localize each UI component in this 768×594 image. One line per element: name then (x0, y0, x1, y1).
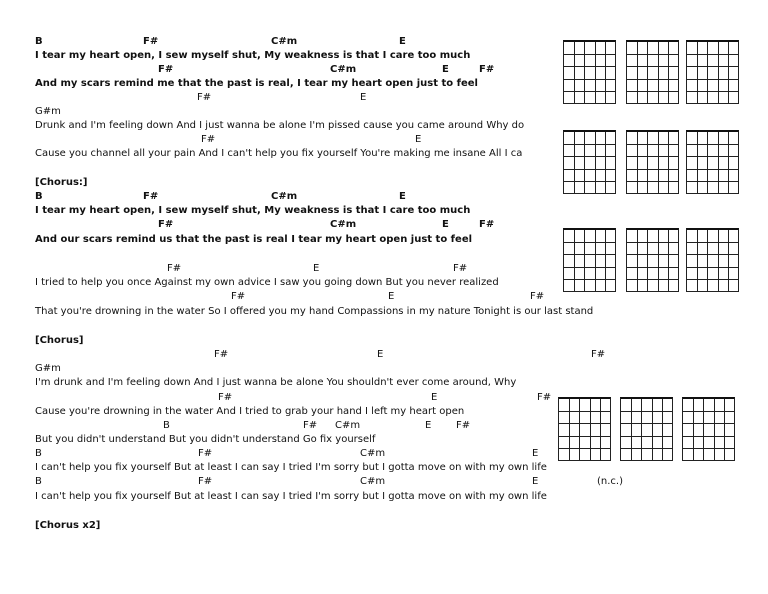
grid-string-line (658, 42, 659, 103)
section-label (35, 176, 235, 189)
chord-diagram-grid (686, 40, 739, 104)
lyric-text: Drunk and I'm feeling down And I just wanna be alone I'm pissed cause you came around Why do (35, 120, 525, 131)
chord-line (35, 190, 555, 203)
chord: C#m (360, 476, 386, 487)
grid-string-line (574, 42, 575, 103)
grid-string-line (595, 42, 596, 103)
grid-string-line (697, 230, 698, 291)
grid-fret-line (687, 66, 738, 67)
grid-string-line (647, 42, 648, 103)
chord: B (35, 476, 42, 487)
chord-diagram-grid (626, 40, 679, 104)
lyric-text: I'm drunk and I'm feeling down And I just wanna be alone You shouldn't ever come around, Why (35, 377, 517, 388)
grid-fret-line (627, 156, 678, 157)
lyric-text: I tear my heart open, I sew myself shut, My weakness is that I care too much (35, 50, 471, 61)
grid-fret-line (627, 181, 678, 182)
grid-string-line (637, 132, 638, 193)
chord-line (35, 262, 555, 275)
grid-fret-line (683, 436, 734, 437)
grid-string-line (641, 399, 642, 460)
grid-fret-line (559, 448, 610, 449)
chord-diagram-grid (682, 397, 735, 461)
grid-fret-line (559, 411, 610, 412)
chord-diagram-grid (563, 228, 616, 292)
chord-diagram-grid (686, 130, 739, 194)
chord: E (377, 349, 384, 360)
chord-line (35, 290, 635, 303)
grid-string-line (605, 42, 606, 103)
grid-string-line (662, 399, 663, 460)
grid-string-line (584, 230, 585, 291)
grid-string-line (595, 230, 596, 291)
chord: G#m (35, 363, 61, 374)
chord-diagram-grid (558, 397, 611, 461)
grid-fret-line (564, 91, 615, 92)
lyric-text: And our scars remind us that the past is real I tear my heart open just to feel (35, 234, 473, 245)
chord-line (35, 419, 555, 432)
grid-string-line (658, 132, 659, 193)
chord: B (35, 36, 43, 47)
grid-fret-line (687, 156, 738, 157)
grid-string-line (631, 399, 632, 460)
grid-string-line (707, 42, 708, 103)
lyric-line (35, 433, 555, 446)
lyric-text: And my scars remind me that the past is real, I tear my heart open just to feel (35, 78, 478, 89)
chord: F# (158, 219, 174, 230)
chord: C#m (271, 191, 298, 202)
chord: E (388, 291, 395, 302)
lyric-text: Cause you channel all your pain And I can't help you fix yourself You're making me insane All I ca (35, 148, 523, 159)
grid-string-line (707, 132, 708, 193)
grid-string-line (697, 132, 698, 193)
lyric-line (35, 276, 555, 289)
grid-fret-line (559, 423, 610, 424)
chord: F# (218, 392, 233, 403)
chord: B (35, 191, 43, 202)
chord: F# (303, 420, 318, 431)
chord-line (35, 35, 555, 48)
lyric-text: I can't help you fix yourself But at least I can say I tried I'm sorry but I gotta move on with my own life (35, 462, 547, 473)
grid-string-line (595, 132, 596, 193)
lyric-line (35, 376, 550, 389)
chord-line (35, 133, 555, 146)
chord: F# (537, 392, 552, 403)
chord: C#m (335, 420, 361, 431)
chord-diagram-grid (563, 130, 616, 194)
grid-fret-line (564, 79, 615, 80)
grid-string-line (579, 399, 580, 460)
grid-string-line (605, 132, 606, 193)
grid-fret-line (564, 267, 615, 268)
chord: E (442, 219, 449, 230)
chord-nc: (n.c.) (597, 476, 623, 487)
grid-fret-line (621, 411, 672, 412)
grid-fret-line (683, 423, 734, 424)
chord: E (360, 92, 367, 103)
grid-fret-line (564, 66, 615, 67)
grid-fret-line (621, 448, 672, 449)
grid-string-line (668, 42, 669, 103)
grid-fret-line (627, 91, 678, 92)
grid-fret-line (687, 267, 738, 268)
section-label-text: [Chorus:] (35, 177, 88, 188)
chord: F# (591, 349, 606, 360)
chord: F# (143, 36, 159, 47)
chord: F# (214, 349, 229, 360)
chord: E (532, 448, 539, 459)
grid-fret-line (687, 181, 738, 182)
lyric-line (35, 147, 555, 160)
chord: F# (158, 64, 174, 75)
grid-string-line (728, 42, 729, 103)
lyric-text: I tried to help you once Against my own advice I saw you going down But you never realized (35, 277, 499, 288)
chord: C#m (330, 64, 357, 75)
grid-string-line (658, 230, 659, 291)
lyric-line (35, 405, 555, 418)
chord: F# (530, 291, 545, 302)
chord: C#m (330, 219, 357, 230)
grid-string-line (590, 399, 591, 460)
grid-fret-line (687, 144, 738, 145)
grid-fret-line (687, 91, 738, 92)
grid-fret-line (683, 411, 734, 412)
section-label (35, 519, 235, 532)
chord: E (425, 420, 432, 431)
chord: G#m (35, 106, 61, 117)
chord-line (35, 391, 555, 404)
chord-line (35, 362, 555, 375)
chord: F# (456, 420, 471, 431)
grid-string-line (637, 42, 638, 103)
grid-string-line (584, 42, 585, 103)
grid-fret-line (564, 144, 615, 145)
chord-line (35, 105, 555, 118)
grid-string-line (703, 399, 704, 460)
section-label (35, 334, 235, 347)
chord: E (532, 476, 539, 487)
grid-string-line (728, 132, 729, 193)
grid-fret-line (687, 54, 738, 55)
grid-fret-line (621, 423, 672, 424)
grid-string-line (668, 132, 669, 193)
grid-fret-line (559, 436, 610, 437)
chord: F# (143, 191, 159, 202)
grid-fret-line (627, 79, 678, 80)
chord-diagram-grid (626, 228, 679, 292)
grid-string-line (697, 42, 698, 103)
chord: F# (198, 448, 213, 459)
section-label-text: [Chorus] (35, 335, 84, 346)
lyric-text: That you're drowning in the water So I offered you my hand Compassions in my nature Tonight is our last stand (35, 306, 594, 317)
grid-fret-line (687, 242, 738, 243)
lyric-line (35, 305, 635, 318)
grid-fret-line (627, 279, 678, 280)
lyric-line (35, 233, 555, 246)
chord: F# (453, 263, 468, 274)
grid-fret-line (627, 54, 678, 55)
chord: E (431, 392, 438, 403)
grid-fret-line (683, 448, 734, 449)
chord-line (35, 348, 615, 361)
grid-fret-line (687, 254, 738, 255)
chord-line (35, 91, 555, 104)
grid-fret-line (564, 279, 615, 280)
grid-string-line (584, 132, 585, 193)
chord: C#m (360, 448, 386, 459)
lyric-line (35, 77, 555, 90)
grid-fret-line (627, 66, 678, 67)
chord-diagram-grid (620, 397, 673, 461)
lyric-text: Cause you're drowning in the water And I tried to grab your hand I left my heart open (35, 406, 465, 417)
grid-fret-line (627, 144, 678, 145)
grid-fret-line (627, 267, 678, 268)
grid-string-line (724, 399, 725, 460)
lyric-text: But you didn't understand But you didn't understand Go fix yourself (35, 434, 376, 445)
grid-string-line (647, 230, 648, 291)
lyric-line (35, 490, 595, 503)
grid-fret-line (627, 254, 678, 255)
chord: B (35, 448, 42, 459)
lyric-text: I can't help you fix yourself But at least I can say I tried I'm sorry but I gotta move on with my own life (35, 491, 547, 502)
lyric-line (35, 461, 580, 474)
grid-fret-line (627, 242, 678, 243)
grid-fret-line (687, 279, 738, 280)
grid-string-line (707, 230, 708, 291)
chord: E (399, 191, 406, 202)
grid-string-line (718, 42, 719, 103)
grid-fret-line (564, 169, 615, 170)
grid-string-line (574, 230, 575, 291)
chord: E (415, 134, 422, 145)
chord: F# (479, 64, 495, 75)
lyric-text: I tear my heart open, I sew myself shut, My weakness is that I care too much (35, 205, 471, 216)
chord-line (35, 63, 555, 76)
chord: F# (197, 92, 212, 103)
grid-string-line (652, 399, 653, 460)
chord: E (399, 36, 406, 47)
grid-fret-line (627, 169, 678, 170)
chord: F# (201, 134, 216, 145)
grid-string-line (605, 230, 606, 291)
chord: E (313, 263, 320, 274)
chord-diagram-grid (686, 228, 739, 292)
grid-fret-line (687, 169, 738, 170)
grid-string-line (718, 230, 719, 291)
grid-fret-line (687, 79, 738, 80)
chord: F# (231, 291, 246, 302)
chord-line (35, 218, 555, 231)
grid-fret-line (564, 242, 615, 243)
grid-fret-line (564, 254, 615, 255)
lyric-line (35, 49, 555, 62)
grid-fret-line (621, 436, 672, 437)
chord: F# (198, 476, 213, 487)
chord-line (35, 447, 555, 460)
grid-string-line (647, 132, 648, 193)
chord-diagram-grid (626, 130, 679, 194)
grid-string-line (728, 230, 729, 291)
grid-string-line (569, 399, 570, 460)
grid-fret-line (564, 181, 615, 182)
chord: F# (167, 263, 182, 274)
grid-string-line (714, 399, 715, 460)
grid-string-line (718, 132, 719, 193)
section-label-text: [Chorus x2] (35, 520, 101, 531)
chord: B (163, 420, 170, 431)
lyric-line (35, 204, 555, 217)
grid-string-line (693, 399, 694, 460)
grid-fret-line (564, 54, 615, 55)
grid-string-line (668, 230, 669, 291)
lyric-line (35, 119, 555, 132)
chord: C#m (271, 36, 298, 47)
chord-diagram-grid (563, 40, 616, 104)
chord-line (35, 475, 635, 488)
chord: E (442, 64, 449, 75)
grid-string-line (574, 132, 575, 193)
chord: F# (479, 219, 495, 230)
grid-string-line (600, 399, 601, 460)
grid-fret-line (564, 156, 615, 157)
grid-string-line (637, 230, 638, 291)
